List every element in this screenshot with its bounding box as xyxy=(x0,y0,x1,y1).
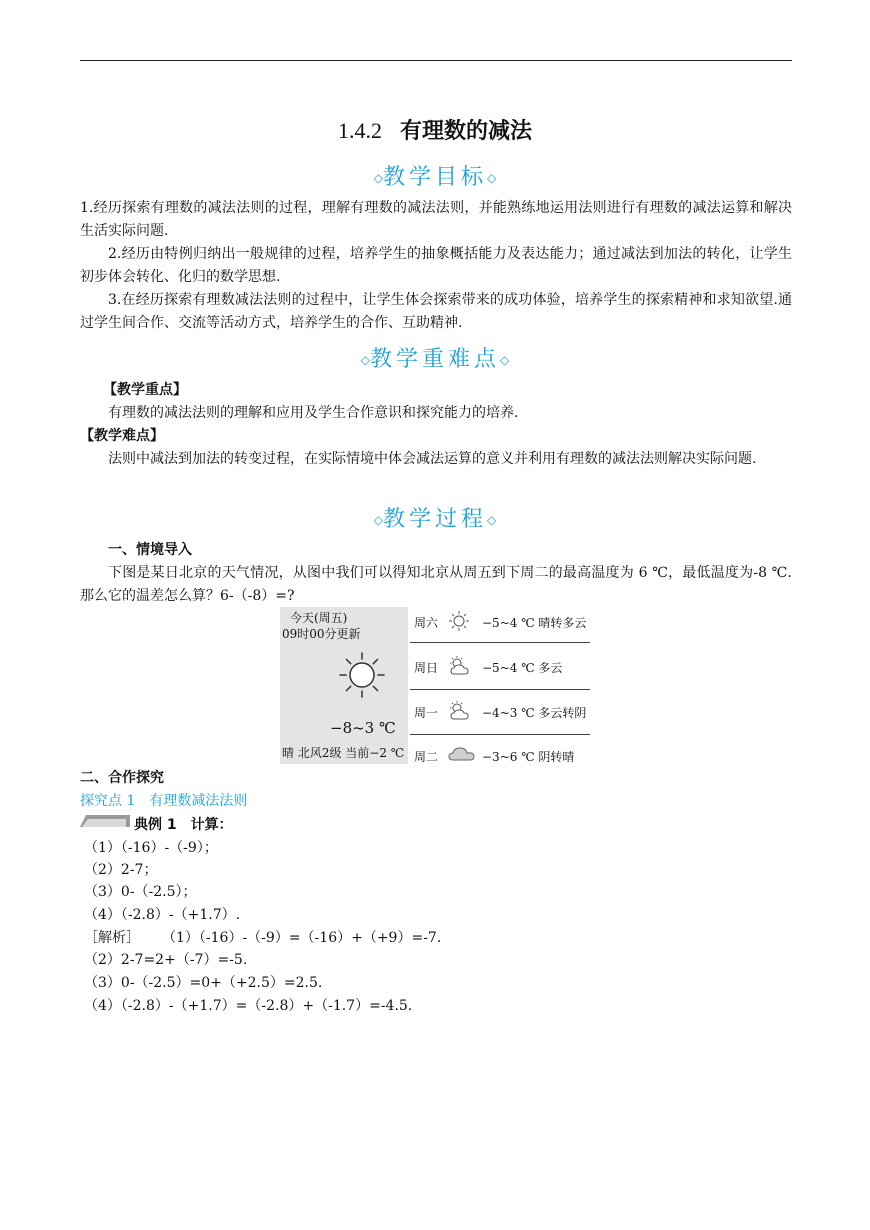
question-4: （4）（-2.8）-（+1.7）. xyxy=(84,907,241,923)
partly-cloudy-icon xyxy=(448,700,472,722)
diamond-icon: ◇ xyxy=(500,353,510,367)
analysis-line xyxy=(84,928,441,948)
forecast-day: 周六 xyxy=(414,616,439,630)
objective-1: 1.经历探索有理数的减法法则的过程，理解有理数的减法法则，并能熟练地运用法则进行有理数的减法运算和解决生活实际问题. xyxy=(80,200,792,239)
divider xyxy=(410,734,590,735)
forecast-desc: −3~6 ℃ 阴转晴 xyxy=(482,750,575,764)
focus-label: 【教学重点】 xyxy=(103,382,187,398)
today-title: 今天(周五) xyxy=(290,611,348,625)
sun-icon xyxy=(448,610,470,632)
forecast-desc: −5~4 ℃ 晴转多云 xyxy=(482,616,587,630)
today-temperature: −8~3 ℃ xyxy=(330,719,396,737)
part2-heading: 二、合作探究 xyxy=(80,770,164,786)
cloud-icon xyxy=(448,744,476,764)
forecast-desc: −5~4 ℃ 多云 xyxy=(482,661,563,675)
question-2: （2）2-7； xyxy=(84,862,158,878)
forecast-day: 周日 xyxy=(414,661,439,675)
forecast-desc: −4~3 ℃ 多云转阴 xyxy=(482,706,587,720)
weather-today-panel xyxy=(280,607,408,764)
answer-1: （1）（-16）-（-9）=（-16）+（+9）=-7. xyxy=(162,930,442,946)
difficulty-text: 法则中减法到加法的转变过程，在实际情境中体会减法运算的意义并利用有理数的减法法则解决实际问题. xyxy=(108,451,757,467)
title-text: 有理数的减法 xyxy=(399,118,532,144)
example-title: 典例 1 计算： xyxy=(134,817,233,833)
diamond-icon: ◇ xyxy=(360,353,370,367)
objective-3: 3.在经历探索有理数减法法则的过程中，让学生体会探索带来的成功体验，培养学生的探索精神和求知欲望.通过学生间合作、交流等活动方式，培养学生的合作、互助精神. xyxy=(80,292,792,331)
forecast-day: 周二 xyxy=(414,750,439,764)
divider xyxy=(410,642,590,643)
question-3: （3）0-（-2.5）； xyxy=(84,884,197,900)
page-title xyxy=(0,114,870,145)
answer-2: （2）2-7=2+（-7）=-5. xyxy=(84,952,248,968)
focus-text: 有理数的减法法则的理解和应用及学生合作意识和探究能力的培养. xyxy=(108,405,519,421)
part1-text: 下图是某日北京的天气情况，从图中我们可以得知北京从周五到下周二的最高温度为 6 ℃，最低温度为-8 ℃.那么它的温差怎么算？6-（-8）=? xyxy=(80,565,792,604)
diamond-icon: ◇ xyxy=(487,513,497,527)
analysis-label: ［解析］ xyxy=(84,930,140,946)
diamond-icon: ◇ xyxy=(487,171,497,185)
example-tag-icon xyxy=(80,812,130,828)
sun-icon xyxy=(338,651,386,699)
forecast-day: 周一 xyxy=(414,706,439,720)
section-title: 教学重难点 xyxy=(369,347,500,372)
update-time: 09时00分更新 xyxy=(282,627,361,641)
part1-heading: 一、情境导入 xyxy=(108,542,192,558)
answer-3: （3）0-（-2.5）=0+（+2.5）=2.5. xyxy=(84,975,323,991)
question-1: （1）（-16）-（-9）； xyxy=(84,840,218,856)
section-heading-keypoints xyxy=(0,342,870,373)
section-title: 教学过程 xyxy=(382,507,487,532)
partly-cloudy-icon xyxy=(448,655,472,677)
diamond-icon: ◇ xyxy=(373,513,383,527)
exploration-point-1: 探究点 1 有理数减法法则 xyxy=(80,793,248,809)
section-number: 1.4.2 xyxy=(337,118,382,143)
objective-2: 2.经历由特例归纳出一般规律的过程，培养学生的抽象概括能力及表达能力；通过减法到加法的转化，让学生初步体会转化、化归的数学思想. xyxy=(80,246,792,285)
header-rule xyxy=(80,60,792,61)
section-title: 教学目标 xyxy=(382,165,487,190)
divider xyxy=(410,689,590,690)
example-label xyxy=(134,815,233,835)
difficulty-label: 【教学难点】 xyxy=(80,428,164,444)
section-heading-process xyxy=(0,502,870,533)
section-heading-objectives xyxy=(0,160,870,191)
answer-4: （4）（-2.8）-（+1.7）=（-2.8）+（-1.7）=-4.5. xyxy=(84,998,413,1014)
diamond-icon: ◇ xyxy=(373,171,383,185)
today-conditions: 晴 北风2级 当前−2 ℃ xyxy=(282,746,405,760)
